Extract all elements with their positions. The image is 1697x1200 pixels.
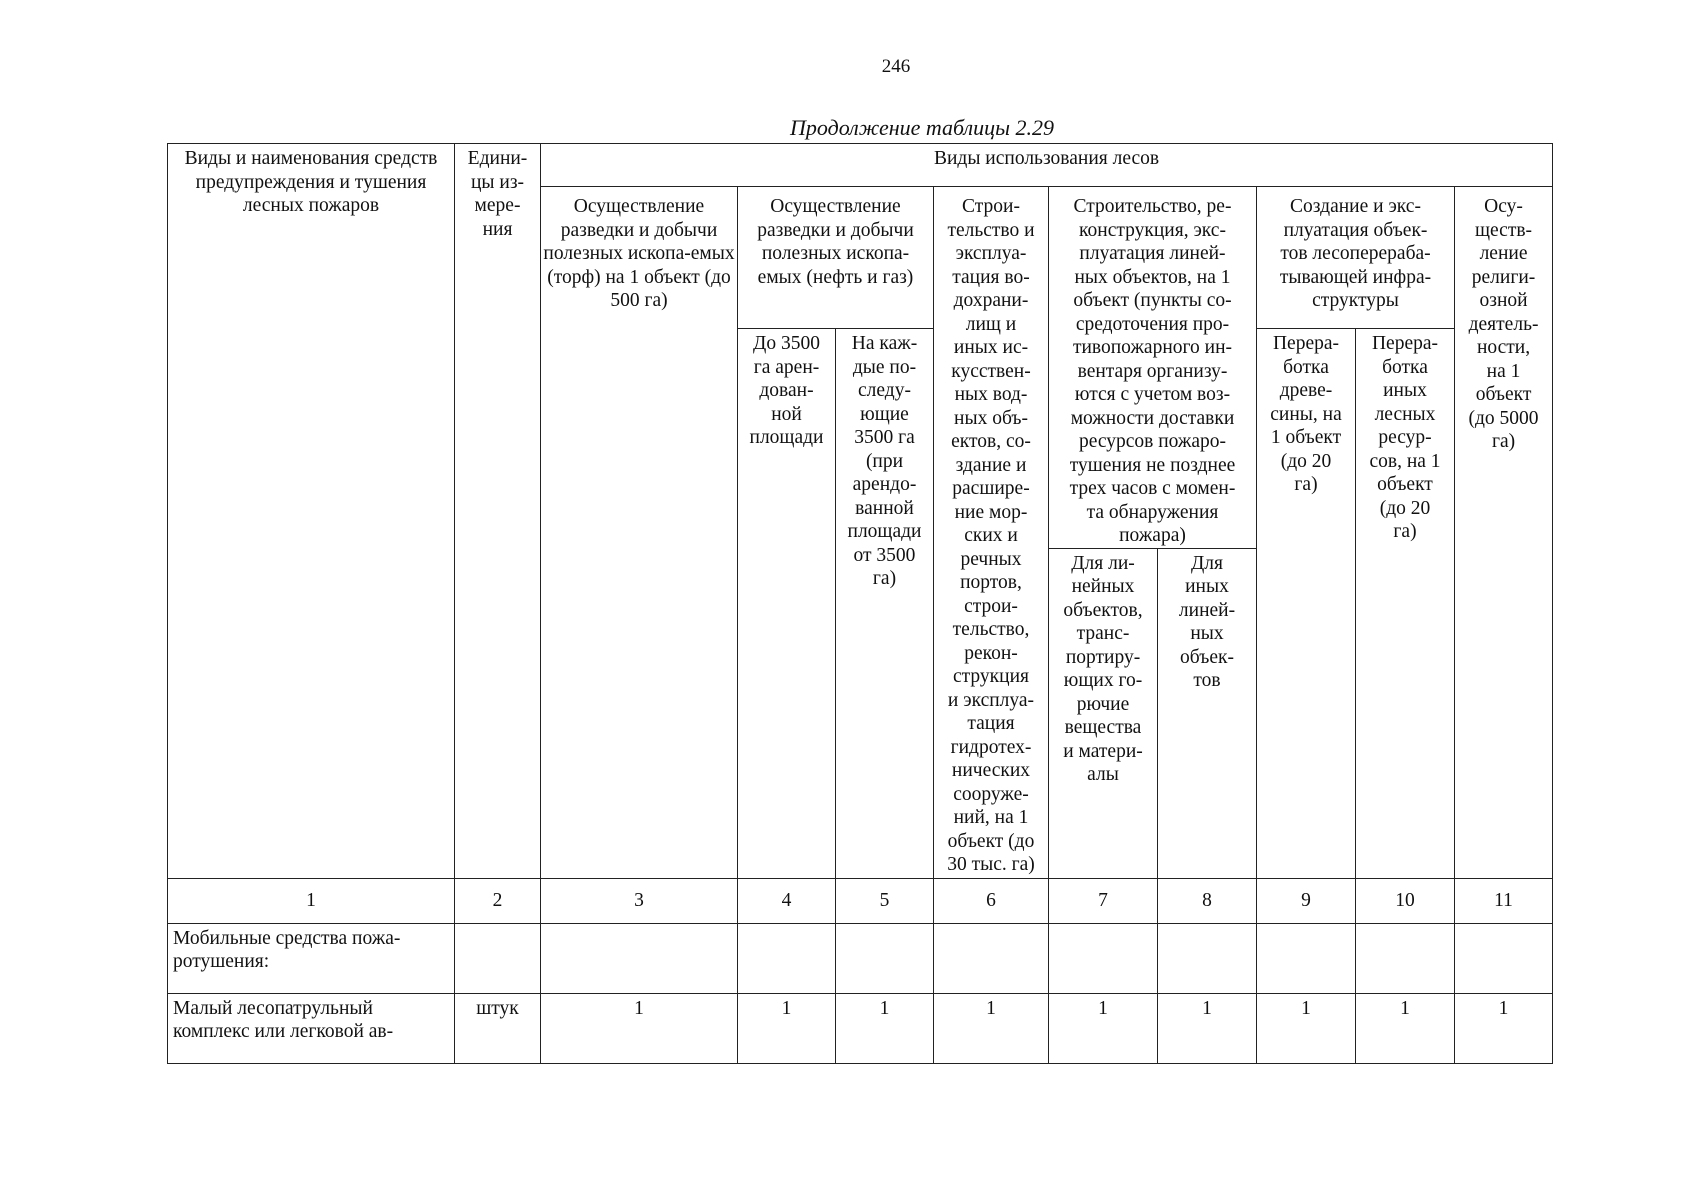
row-name: Малый лесопатрульный комплекс или легковой ав- [168,993,455,1063]
row-value [1049,923,1158,993]
row-value: 1 [1158,993,1257,1063]
header-c78: Строительство, ре- конструкция, экс- плуатация линей- ных объектов, на 1 объект (пункты со- средоточения про- тивопожарного ин- вентаря организу- ются с учетом воз- можности доставки ресурсов пожаро- тушения не позднее трех часов с момен- та обнаружения пожара) [1049,187,1257,549]
page-number: 246 [881,56,911,77]
header-c11: Осу- ществ- ление религи- озной деятель- ности, на 1 объект (до 5000 га) [1455,187,1553,879]
header-col1: Виды и наименования средств предупреждения и тушения лесных пожаров [168,144,455,879]
header-c8: Для иных линей- ных объек- тов [1158,548,1257,878]
column-number: 7 [1049,878,1158,923]
column-number: 2 [455,878,541,923]
column-number: 3 [541,878,738,923]
header-col2: Едини- цы из- мере- ния [455,144,541,879]
column-number-row [168,878,1553,923]
row-value: 1 [934,993,1049,1063]
header-c10: Перера- ботка иных лесных ресур- сов, на 1 объект (до 20 га) [1356,329,1455,879]
row-value [934,923,1049,993]
table-caption: Продолжение таблицы 2.29 [790,115,1055,140]
header-c6: Строи- тельство и эксплуа- тация во- дохрани- лищ и иных ис- кусствен- ных вод- ных объ- ектов, со- здание и расшире- ние мор- ских и речных портов, строи- тельство, рекон- струкция и эксплуа- тация гидротех- нических сооруже- ний, на 1 объект (до 30 тыс. га) [934,187,1049,879]
column-number: 4 [738,878,836,923]
row-value [738,923,836,993]
header-c4: До 3500 га арен- дован- ной площади [738,329,836,879]
column-number: 1 [168,878,455,923]
row-value [1158,923,1257,993]
header-group: Виды использования лесов [541,144,1553,187]
row-value: 1 [1356,993,1455,1063]
row-value [1455,923,1553,993]
column-number: 6 [934,878,1049,923]
column-number: 8 [1158,878,1257,923]
row-value: 1 [1257,993,1356,1063]
row-value: 1 [836,993,934,1063]
row-value [1257,923,1356,993]
header-c910: Создание и экс- плуатация объек- тов лесоперераба- тывающей инфра- структуры [1257,187,1455,329]
header-c45: Осуществление разведки и добычи полезных ископа-емых (нефть и газ) [738,187,934,329]
data-table [167,143,1553,1064]
header-c9: Перера- ботка древе- сины, на 1 объект (до 20 га) [1257,329,1356,879]
row-value: 1 [1455,993,1553,1063]
header-c7: Для ли- нейных объектов, транс- портиру- ющих го- рючие вещества и матери- алы [1049,548,1158,878]
column-number: 11 [1455,878,1553,923]
column-number: 9 [1257,878,1356,923]
header-c5: На каж- дые по- следу- ющие 3500 га (при арендо- ванной площади от 3500 га) [836,329,934,879]
row-value [836,923,934,993]
row-value [541,923,738,993]
row-unit [455,923,541,993]
header-c3: Осуществление разведки и добычи полезных ископа-емых (торф) на 1 объект (до 500 га) [541,187,738,879]
row-value: 1 [541,993,738,1063]
row-name: Мобильные средства пожа- ротушения: [168,923,455,993]
row-unit: штук [455,993,541,1063]
table-row [168,923,1553,993]
table-row [168,993,1553,1063]
column-number: 5 [836,878,934,923]
column-number: 10 [1356,878,1455,923]
row-value: 1 [1049,993,1158,1063]
row-value: 1 [738,993,836,1063]
row-value [1356,923,1455,993]
